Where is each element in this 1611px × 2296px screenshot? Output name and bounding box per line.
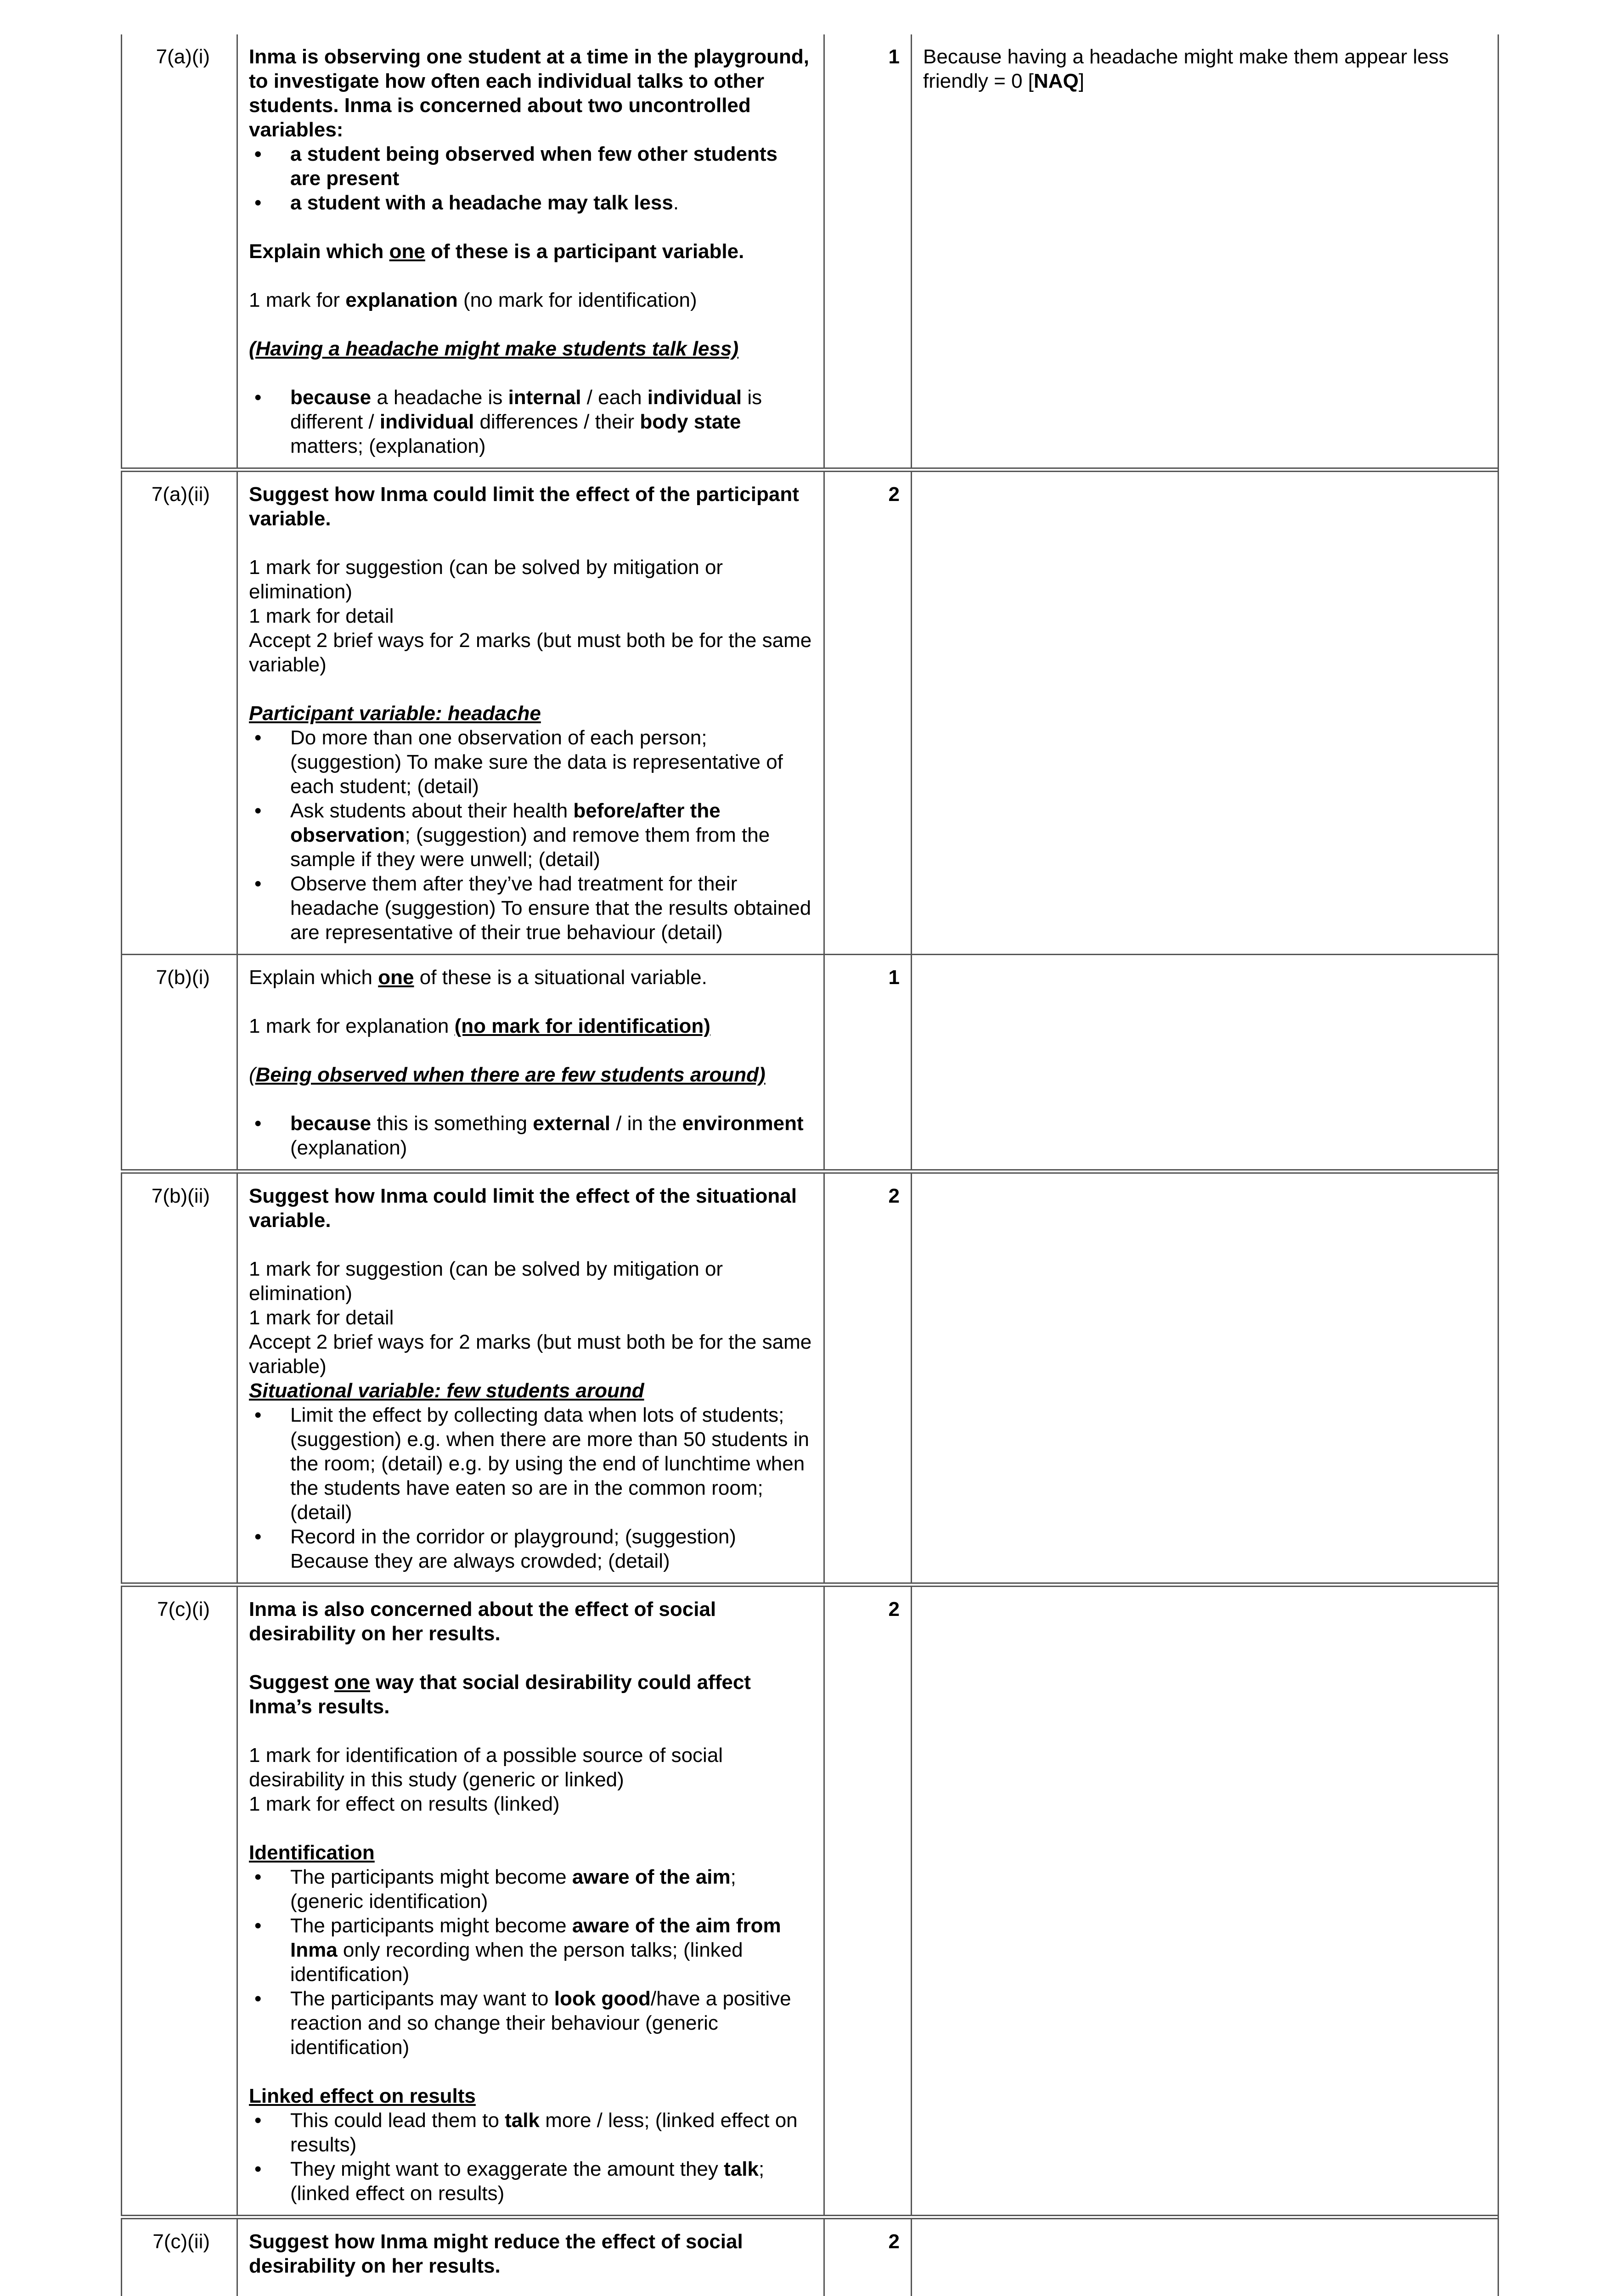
list-item: • Observe them after they’ve had treatment for their headache (suggestion) To ensure that the results obtained are representative of their true behaviour (detail) bbox=[249, 872, 812, 945]
answer-cell bbox=[237, 1585, 824, 2217]
table-row bbox=[122, 955, 1498, 1172]
answer-points bbox=[249, 2108, 812, 2206]
marks-value: 1 bbox=[824, 955, 912, 1172]
mark-allocation: 1 mark for explanation (no mark for identification) bbox=[249, 1015, 710, 1037]
answer-points bbox=[249, 1111, 812, 1160]
list-item: • a student with a headache may talk less. bbox=[249, 191, 812, 215]
question-prompt: Suggest how Inma might reduce the effect of social desirability on her results. bbox=[249, 2230, 743, 2277]
marks-value: 2 bbox=[824, 1171, 912, 1585]
list-item: • They might want to exaggerate the amount they talk; (linked effect on results) bbox=[249, 2157, 812, 2206]
section-heading: Identification bbox=[249, 1841, 375, 1864]
list-item: • a student being observed when few other students are present bbox=[249, 142, 812, 191]
section-heading: Situational variable: few students around bbox=[249, 1379, 644, 1402]
answer-cell bbox=[237, 470, 824, 955]
question-number: 7(b)(i) bbox=[122, 955, 237, 1172]
list-item: • Record in the corridor or playground; (suggestion) Because they are always crowded; (detail) bbox=[249, 1525, 812, 1573]
mark-allocation: Accept 2 brief ways for 2 marks (but must both be for the same variable) bbox=[249, 1331, 812, 1378]
mark-allocation: 1 mark for identification of a possible source of social desirability in this study (generic or linked) bbox=[249, 1744, 723, 1791]
table-row bbox=[122, 1171, 1498, 1585]
answer-cell bbox=[237, 1171, 824, 1585]
list-item: • Ask students about their health before/after the observation; (suggestion) and remove them from the sample if they were unwell; (detail) bbox=[249, 799, 812, 872]
section-heading: Participant variable: headache bbox=[249, 702, 541, 725]
guidance-cell bbox=[912, 2217, 1498, 2296]
question-number: 7(a)(ii) bbox=[122, 470, 237, 955]
task-text: Explain which one of these is a participant variable. bbox=[249, 240, 744, 263]
list-item: • The participants may want to look good/have a positive reaction and so change their behaviour (generic identification) bbox=[249, 1986, 812, 2060]
mark-allocation: 1 mark for explanation (no mark for identification) bbox=[249, 289, 697, 311]
task-text: Suggest one way that social desirability could affect Inma’s results. bbox=[249, 1671, 751, 1718]
table-row bbox=[122, 1585, 1498, 2217]
guidance-cell bbox=[912, 955, 1498, 1172]
answer-cell bbox=[237, 2217, 824, 2296]
marks-value: 2 bbox=[824, 470, 912, 955]
answer-cell bbox=[237, 34, 824, 470]
guidance-cell bbox=[912, 470, 1498, 955]
question-number: 7(c)(i) bbox=[122, 1585, 237, 2217]
guidance-cell bbox=[912, 1171, 1498, 1585]
mark-allocation: Accept 2 brief ways for 2 marks (but must both be for the same variable) bbox=[249, 629, 812, 676]
mark-allocation: 1 mark for effect on results (linked) bbox=[249, 1793, 560, 1815]
question-prompt: Inma is also concerned about the effect of social desirability on her results. bbox=[249, 1598, 716, 1645]
list-item: • because a headache is internal / each individual is different / individual differences / their body state matters; (explanation) bbox=[249, 385, 812, 458]
question-prompt: Suggest how Inma could limit the effect of the situational variable. bbox=[249, 1185, 797, 1232]
table-row bbox=[122, 2217, 1498, 2296]
question-number: 7(a)(i) bbox=[122, 34, 237, 470]
list-item: • Do more than one observation of each person; (suggestion) To make sure the data is representative of each student; (detail) bbox=[249, 726, 812, 799]
variable-list bbox=[249, 142, 812, 215]
list-item: • The participants might become aware of the aim; (generic identification) bbox=[249, 1865, 812, 1913]
mark-scheme-sheet bbox=[121, 34, 1499, 2296]
section-heading: Linked effect on results bbox=[249, 2085, 476, 2107]
question-prompt: Inma is observing one student at a time in the playground, to investigate how often each individual talks to other students. Inma is concerned about two uncontrolled variables: bbox=[249, 45, 809, 141]
model-answer: (Having a headache might make students talk less) bbox=[249, 338, 739, 360]
list-item: • Limit the effect by collecting data when lots of students; (suggestion) e.g. when there are more than 50 students in the room; (detail) e.g. by using the end of lunchtime when the students have eaten so are in the common room; (detail) bbox=[249, 1403, 812, 1525]
table-row bbox=[122, 34, 1498, 470]
task-text: Explain which one of these is a situational variable. bbox=[249, 966, 707, 989]
question-number: 7(b)(ii) bbox=[122, 1171, 237, 1585]
mark-allocation: 1 mark for suggestion (can be solved by mitigation or elimination) bbox=[249, 556, 723, 603]
answer-points bbox=[249, 1403, 812, 1573]
mark-allocation: 1 mark for detail bbox=[249, 605, 394, 627]
answer-points bbox=[249, 385, 812, 458]
list-item: • This could lead them to talk more / less; (linked effect on results) bbox=[249, 2108, 812, 2157]
guidance-cell bbox=[912, 1585, 1498, 2217]
answer-cell bbox=[237, 955, 824, 1172]
mark-allocation: 1 mark for detail bbox=[249, 1306, 394, 1329]
marks-value: 2 bbox=[824, 2217, 912, 2296]
list-item: • because this is something external / in the environment (explanation) bbox=[249, 1111, 812, 1160]
mark-scheme-table bbox=[121, 34, 1498, 2296]
question-number: 7(c)(ii) bbox=[122, 2217, 237, 2296]
list-item: • The participants might become aware of the aim from Inma only recording when the person talks; (linked identification) bbox=[249, 1913, 812, 1986]
marks-value: 2 bbox=[824, 1585, 912, 2217]
mark-allocation: 1 mark for suggestion (can be solved by mitigation or elimination) bbox=[249, 1258, 723, 1305]
guidance-cell: Because having a headache might make them appear less friendly = 0 [NAQ] bbox=[912, 34, 1498, 470]
table-row bbox=[122, 470, 1498, 955]
question-prompt: Suggest how Inma could limit the effect of the participant variable. bbox=[249, 483, 799, 530]
answer-points bbox=[249, 1865, 812, 2060]
answer-points bbox=[249, 726, 812, 945]
model-answer: (Being observed when there are few students around) bbox=[249, 1064, 766, 1086]
marks-value: 1 bbox=[824, 34, 912, 470]
